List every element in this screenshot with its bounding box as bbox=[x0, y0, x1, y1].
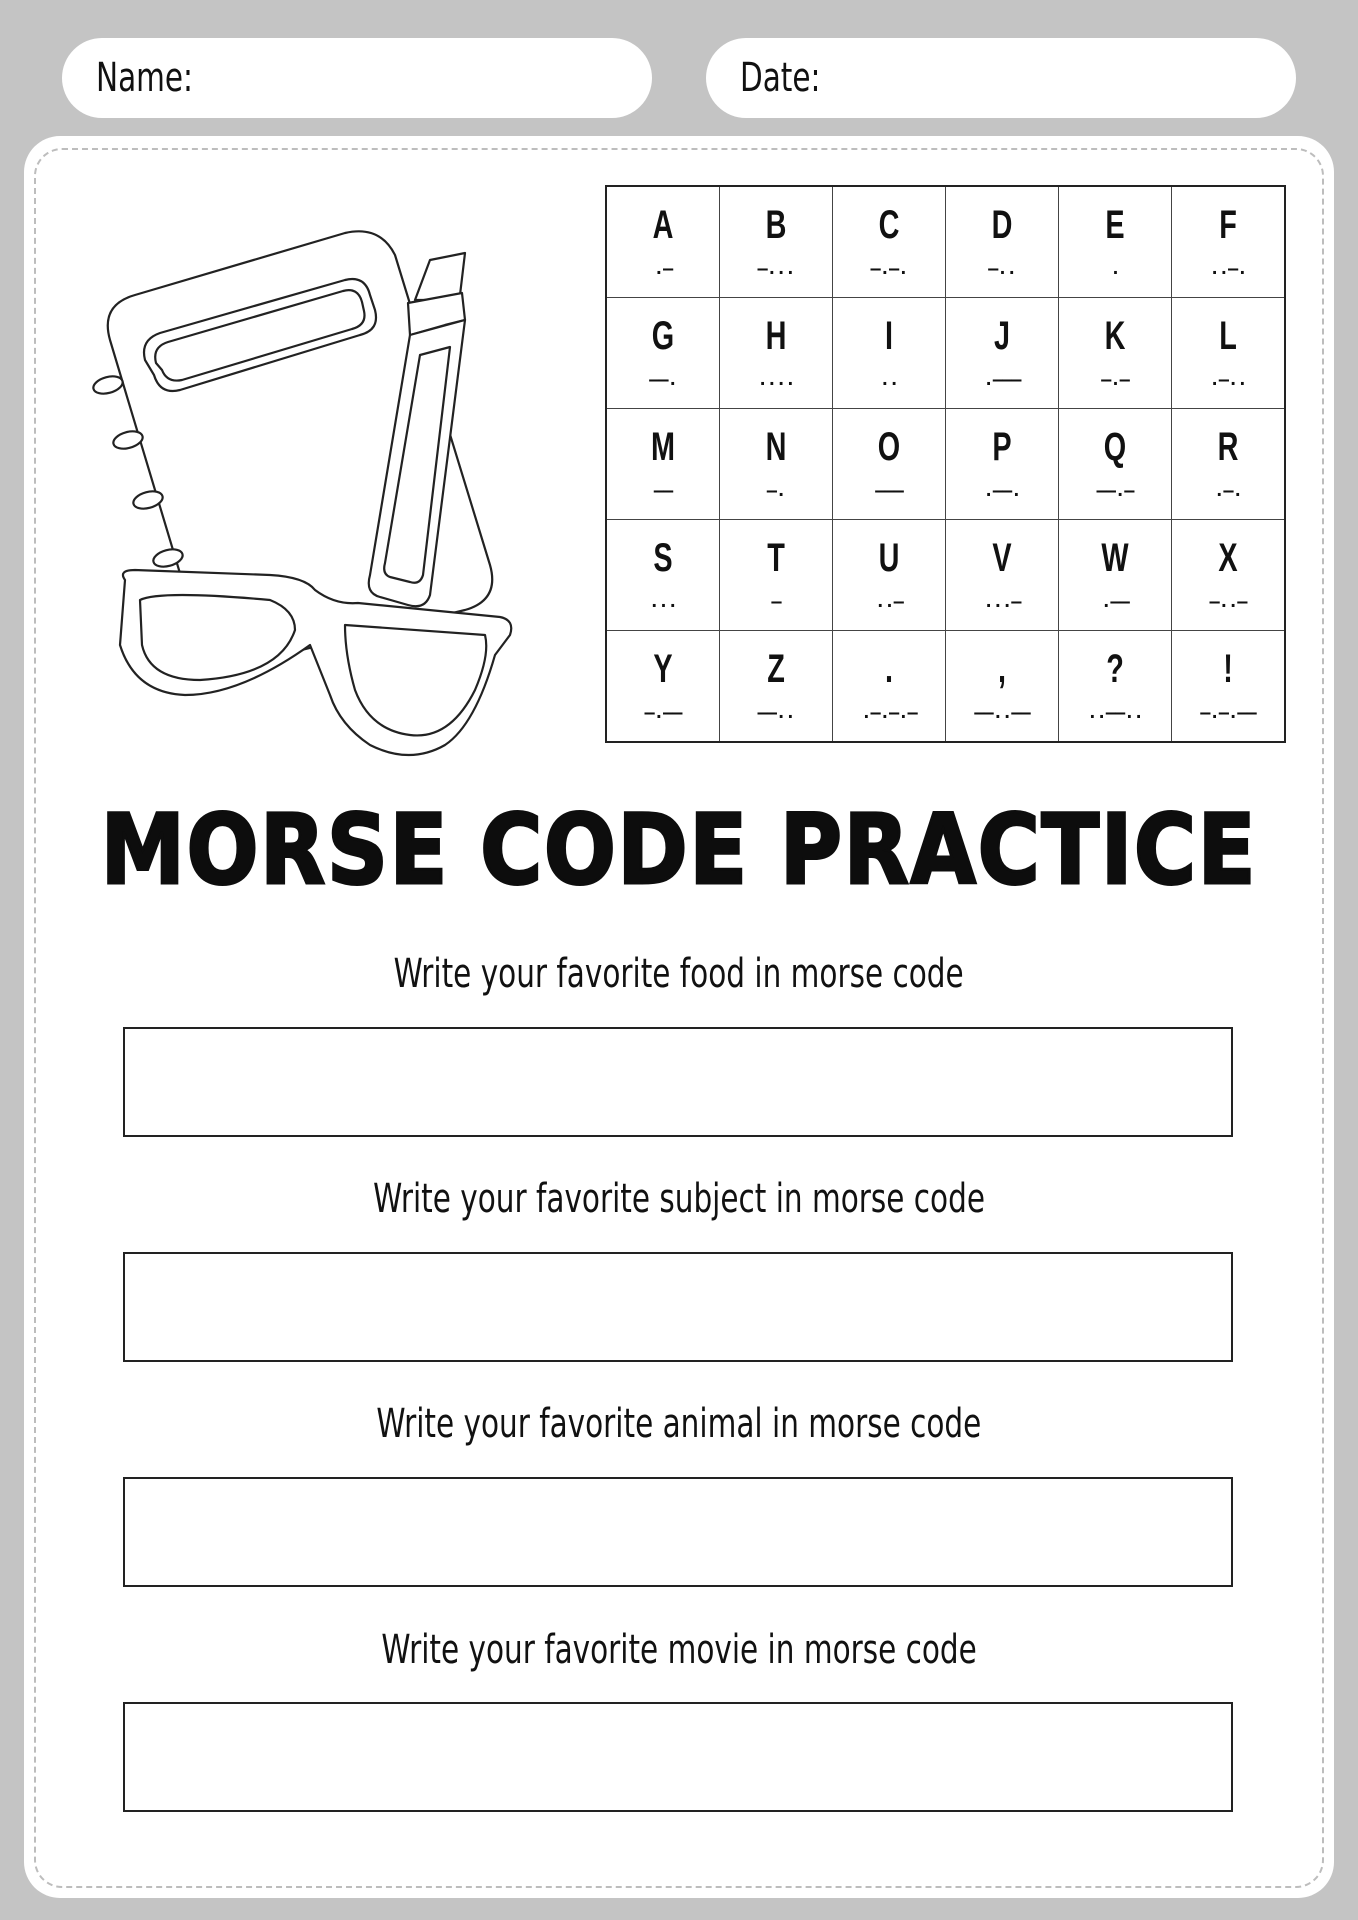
prompt-movie bbox=[0, 1626, 1358, 1674]
cell-letter: B bbox=[765, 203, 787, 247]
chart-cell bbox=[606, 186, 720, 298]
cell-code: — bbox=[771, 592, 781, 612]
chart-cell bbox=[833, 631, 946, 743]
cell-letter: U bbox=[878, 536, 900, 580]
cell-letter: F bbox=[1219, 203, 1237, 247]
chart-cell bbox=[946, 298, 1059, 409]
cell-letter: Q bbox=[1103, 425, 1127, 469]
cell-letter: Y bbox=[653, 647, 673, 691]
chart-cell bbox=[833, 298, 946, 409]
chart-cell bbox=[1172, 409, 1286, 520]
prompt-animal bbox=[0, 1400, 1358, 1448]
cell-letter: W bbox=[1101, 536, 1129, 580]
cell-letter: ? bbox=[1106, 647, 1124, 691]
cell-code: —... bbox=[757, 259, 795, 279]
cell-code: —.— bbox=[1101, 370, 1129, 390]
chart-row bbox=[606, 298, 1285, 409]
chart-cell bbox=[606, 631, 720, 743]
cell-code: —.—.—— bbox=[1200, 703, 1256, 723]
cell-code: .——— bbox=[983, 370, 1021, 390]
cell-letter: L bbox=[1219, 314, 1237, 358]
cell-code: .—— bbox=[1101, 592, 1129, 612]
chart-cell bbox=[1059, 298, 1172, 409]
chart-cell bbox=[1172, 631, 1286, 743]
cell-code: ——.— bbox=[1096, 481, 1134, 501]
cell-letter: X bbox=[1218, 536, 1238, 580]
chart-cell bbox=[720, 409, 833, 520]
chart-cell bbox=[1172, 298, 1286, 409]
cell-code: ...— bbox=[983, 592, 1021, 612]
cell-letter: . bbox=[884, 647, 894, 691]
answer-box-movie[interactable] bbox=[123, 1702, 1233, 1812]
cell-code: ... bbox=[649, 592, 677, 612]
cell-letter: A bbox=[652, 203, 674, 247]
chart-cell bbox=[1172, 186, 1286, 298]
chart-cell bbox=[946, 409, 1059, 520]
name-label: Name: bbox=[96, 55, 194, 101]
cell-code: —.. bbox=[988, 259, 1016, 279]
cell-letter: S bbox=[653, 536, 673, 580]
cell-letter: G bbox=[651, 314, 675, 358]
cell-letter: C bbox=[878, 203, 900, 247]
chart-cell bbox=[1059, 186, 1172, 298]
answer-box-food[interactable] bbox=[123, 1027, 1233, 1137]
cell-code: ..—. bbox=[1209, 259, 1247, 279]
cell-code: .——. bbox=[983, 481, 1021, 501]
cell-letter: Z bbox=[767, 647, 785, 691]
cell-code: .— bbox=[653, 259, 673, 279]
morse-code-chart bbox=[605, 185, 1286, 743]
cell-code: ——— bbox=[875, 481, 903, 501]
cell-code: —.—. bbox=[870, 259, 908, 279]
name-field[interactable] bbox=[62, 38, 652, 118]
page-title: MORSE CODE PRACTICE bbox=[100, 794, 1258, 906]
cell-letter: D bbox=[991, 203, 1013, 247]
cell-letter: T bbox=[767, 536, 785, 580]
cell-letter: R bbox=[1217, 425, 1239, 469]
cell-letter: P bbox=[992, 425, 1012, 469]
chart-cell bbox=[1059, 631, 1172, 743]
chart-row bbox=[606, 520, 1285, 631]
chart-cell bbox=[1059, 520, 1172, 631]
chart-cell bbox=[720, 298, 833, 409]
chart-cell bbox=[833, 520, 946, 631]
prompt-subject bbox=[0, 1175, 1358, 1223]
cell-code: .... bbox=[757, 370, 795, 390]
answer-box-subject[interactable] bbox=[123, 1252, 1233, 1362]
cell-code: ——.. bbox=[757, 703, 795, 723]
school-supplies-illustration bbox=[90, 225, 530, 765]
cell-code: .—.—.— bbox=[861, 703, 917, 723]
cell-code: . bbox=[1110, 259, 1120, 279]
cell-code: ..——.. bbox=[1087, 703, 1143, 723]
cell-letter: , bbox=[997, 647, 1007, 691]
chart-cell bbox=[946, 186, 1059, 298]
prompt-food-text: Write your favorite food in morse code bbox=[393, 951, 965, 997]
cell-letter: M bbox=[650, 425, 675, 469]
prompt-animal-text: Write your favorite animal in morse code bbox=[376, 1401, 982, 1447]
chart-cell bbox=[1059, 409, 1172, 520]
chart-row bbox=[606, 409, 1285, 520]
cell-code: .—.. bbox=[1209, 370, 1247, 390]
chart-cell bbox=[833, 186, 946, 298]
chart-cell bbox=[833, 409, 946, 520]
chart-cell bbox=[946, 520, 1059, 631]
chart-cell bbox=[720, 520, 833, 631]
prompt-food bbox=[0, 950, 1358, 998]
chart-cell bbox=[1172, 520, 1286, 631]
chart-cell bbox=[606, 409, 720, 520]
cell-code: —. bbox=[766, 481, 786, 501]
prompt-movie-text: Write your favorite movie in morse code bbox=[381, 1627, 977, 1673]
cell-letter: V bbox=[992, 536, 1012, 580]
date-label: Date: bbox=[740, 55, 821, 101]
prompt-subject-text: Write your favorite subject in morse code bbox=[373, 1176, 985, 1222]
cell-code: ——..—— bbox=[974, 703, 1030, 723]
chart-cell bbox=[720, 631, 833, 743]
cell-letter: E bbox=[1105, 203, 1125, 247]
cell-letter: K bbox=[1104, 314, 1126, 358]
cell-letter: O bbox=[877, 425, 901, 469]
chart-cell bbox=[606, 298, 720, 409]
answer-box-animal[interactable] bbox=[123, 1477, 1233, 1587]
cell-code: .—. bbox=[1214, 481, 1242, 501]
cell-letter: H bbox=[765, 314, 787, 358]
chart-cell bbox=[606, 520, 720, 631]
chart-cell bbox=[720, 186, 833, 298]
cell-letter: I bbox=[884, 314, 894, 358]
chart-cell bbox=[946, 631, 1059, 743]
cell-code: .. bbox=[879, 370, 899, 390]
chart-row bbox=[606, 631, 1285, 743]
cell-code: ..— bbox=[875, 592, 903, 612]
cell-code: ——. bbox=[649, 370, 677, 390]
cell-letter: N bbox=[765, 425, 787, 469]
cell-code: —— bbox=[653, 481, 673, 501]
cell-letter: ! bbox=[1223, 647, 1233, 691]
chart-row bbox=[606, 186, 1285, 298]
cell-code: —..— bbox=[1209, 592, 1247, 612]
cell-letter: J bbox=[993, 314, 1011, 358]
cell-code: —.—— bbox=[644, 703, 682, 723]
date-field[interactable] bbox=[706, 38, 1296, 118]
